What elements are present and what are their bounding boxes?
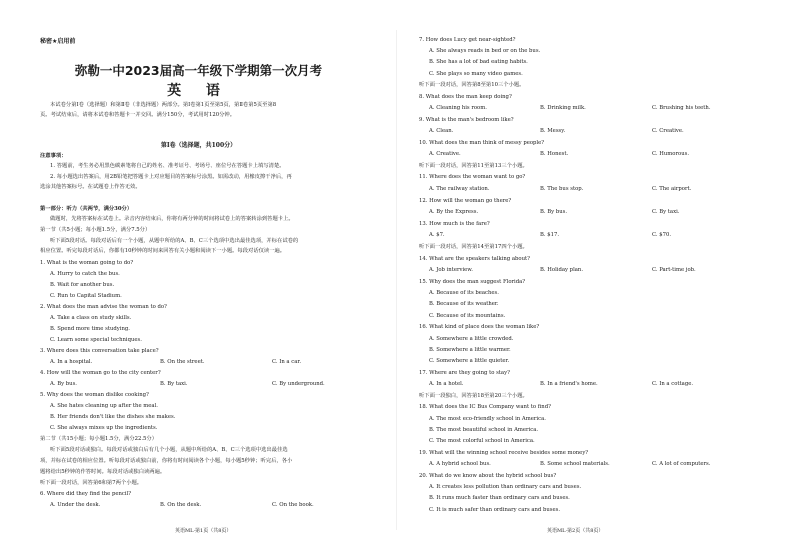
section-desc: 听下面5段对话或独白。每段对话或独白后有几个小题，从题中所给的A、B、C三个选项中选出最佳选	[50, 447, 288, 453]
option: B. On the desk.	[160, 502, 202, 508]
option: C. The most colorful school in America.	[429, 438, 535, 444]
section-heading: 第二节（共15小题；每小题1.5分，满分22.5分）	[40, 436, 158, 442]
option: C. Humorous.	[652, 151, 690, 157]
question: 17. Where are they going to stay?	[419, 370, 510, 376]
section-desc: 听下面一段对话，回答第6和第7两个小题。	[40, 480, 143, 486]
option: B. Drinking milk.	[540, 105, 586, 111]
instruction: 听下面一段独白，回答第18至第20三个小题。	[419, 393, 528, 399]
option: B. Her friends don't like the dishes she makes.	[50, 414, 176, 420]
question: 8. What does the man keep doing?	[419, 94, 512, 100]
question: 9. What is the man's bedroom like?	[419, 117, 514, 123]
question: 14. What are the speakers talking about?	[419, 256, 530, 262]
option: B. By taxi.	[160, 381, 188, 387]
question: 16. What kind of place does the woman like?	[419, 324, 540, 330]
option: A. Cleaning his room.	[429, 105, 487, 111]
option: C. By taxi.	[652, 209, 680, 215]
option: C. Brushing his teeth.	[652, 105, 711, 111]
option: C. Because of its mountains.	[429, 313, 506, 319]
option: B. Wait for another bus.	[50, 282, 115, 288]
question: 1. What is the woman going to do?	[40, 260, 134, 266]
section-heading: 第一节（共5小题；每小题1.5分，满分7.5分）	[40, 227, 151, 233]
option: C. Part-time job.	[652, 267, 696, 273]
option: A. She hates cleaning up after the meal.	[50, 403, 158, 409]
question: 11. Where does the woman want to go?	[419, 174, 526, 180]
section-title: 第Ⅰ卷（选择题，共100分）	[160, 142, 237, 149]
page-right	[397, 0, 794, 544]
option: A. $7.	[429, 232, 445, 238]
option: C. Somewhere a little quieter.	[429, 358, 510, 364]
option: C. Creative.	[652, 128, 684, 134]
option: B. On the street.	[160, 359, 205, 365]
option: A. Under the desk.	[50, 502, 101, 508]
question: 3. Where does this conversation take place?	[40, 348, 159, 354]
option: C. It is much safer than ordinary cars and buses.	[429, 507, 561, 513]
instruction: 听下面一段对话，回答第14至第17四个小题。	[419, 244, 528, 250]
option: C. On the book.	[272, 502, 314, 508]
page-footer: 英语ML·第1页（共8页）	[175, 528, 232, 534]
option: C. In a car.	[272, 359, 302, 365]
option: A. A hybrid school bus.	[429, 461, 491, 467]
option: B. Spend more time studying.	[50, 326, 130, 332]
option: C. She always mixes up the ingredients.	[50, 425, 158, 431]
option: B. Some school materials.	[540, 461, 610, 467]
option: A. Creative.	[429, 151, 461, 157]
option: B. Because of its weather.	[429, 301, 499, 307]
instruction: 听下面一段对话，回答第8至第10三个小题。	[419, 82, 525, 88]
instruction: 听下面一段对话，回答第11至第13三个小题。	[419, 163, 528, 169]
notes-title: 注意事项：	[40, 153, 67, 159]
option: A. In a hotel.	[429, 381, 464, 387]
option: A. Take a class on study skills.	[50, 315, 132, 321]
option: B. Somewhere a little warmer.	[429, 347, 511, 353]
option: A. She always reads in bed or on the bus.	[429, 48, 541, 54]
part-desc: 做题时，先将答案标在试卷上。录音内容结束后，你将有两分钟的时间将试卷上的答案转涂到答题卡上。	[50, 216, 294, 222]
option: A. In a hospital.	[50, 359, 93, 365]
note-line: 2. 每小题选出答案后，用2B铅笔把答题卡上对应题目的答案标号涂黑。如需改动，用橡皮擦干净后，再	[50, 174, 292, 180]
option: B. Holiday plan.	[540, 267, 584, 273]
option: A. Because of its beaches.	[429, 290, 499, 296]
question: 4. How will the woman go to the city center?	[40, 370, 161, 376]
option: C. She plays so many video games.	[429, 71, 523, 77]
question: 20. What do we know about the hybrid school bus?	[419, 473, 557, 479]
option: B. Honest.	[540, 151, 569, 157]
question: 12. How will the woman go there?	[419, 198, 512, 204]
note-line: 1. 答题前，考生务必用黑色碳素笔将自己的姓名、准考证号、考场号、座位号在答题卡上填写清楚。	[50, 163, 285, 169]
option: B. She has a lot of bad eating habits.	[429, 59, 528, 65]
option: A. The most eco-friendly school in America.	[429, 416, 546, 422]
option: A. It creates less pollution than ordinary cars and buses.	[429, 484, 582, 490]
section-desc: 听下面5段对话。每段对话后有一个小题，从题中所给的A、B、C三个选项中选出最佳选项，并标在试卷的	[50, 238, 299, 244]
option: A. The railway station.	[429, 186, 490, 192]
note-line: 选涂其他答案标号。在试题卷上作答无效。	[40, 184, 141, 190]
question: 5. Why does the woman dislike cooking?	[40, 392, 149, 398]
intro-line: 页。考试结束后，请将本试卷和答题卡一并交回。满分150分，考试用时120分钟。	[40, 112, 236, 118]
option: A. Clean.	[429, 128, 454, 134]
option: C. Run to Capital Stadium.	[50, 293, 122, 299]
section-desc: 项，并标在试卷的相应位置。听每段对话或独白前，你将有时间阅读各个小题，每小题5秒钟；听完后，各小	[40, 458, 293, 464]
option: A. Somewhere a little crowded.	[429, 336, 514, 342]
option: A. Hurry to catch the bus.	[50, 271, 120, 277]
option: B. Messy.	[540, 128, 566, 134]
page-footer: 英语ML·第2页（共8页）	[547, 528, 604, 534]
option: B. The bus stop.	[540, 186, 584, 192]
option: A. Job interview.	[429, 267, 473, 273]
option: B. It runs much faster than ordinary cars and buses.	[429, 495, 570, 501]
option: A. By bus.	[50, 381, 77, 387]
part-title: 第一部分：听力（共两节，满分30分）	[40, 206, 133, 212]
question: 18. What does the IC Bus Company want to find?	[419, 404, 551, 410]
option: B. By bus.	[540, 209, 568, 215]
option: B. $17.	[540, 232, 560, 238]
intro-line: 本试卷分第Ⅰ卷（选择题）和第Ⅱ卷（非选择题）两部分。第Ⅰ卷第1页至第5页，第Ⅱ卷第5页至第8	[50, 102, 277, 108]
exam-title: 弥勒一中2023届高一年级下学期第一次月考	[74, 63, 323, 78]
question: 10. What does the man think of messy people?	[419, 140, 545, 146]
option: C. $70.	[652, 232, 672, 238]
question: 2. What does the man advise the woman to do?	[40, 304, 167, 310]
question: 13. How much is the fare?	[419, 221, 490, 227]
option: C. Learn some special techniques.	[50, 337, 142, 343]
section-desc: 题将给出5秒钟的作答时间。每段对话或独白读两遍。	[40, 469, 166, 475]
option: B. In a friend's home.	[540, 381, 598, 387]
section-desc: 相应位置。听完每段对话后，你都有10秒钟的时间来回答有关小题和阅读下一小题。每段对话仅读一遍。	[40, 248, 286, 254]
question: 15. Why does the man suggest Florida?	[419, 279, 526, 285]
option: B. The most beautiful school in America.	[429, 427, 539, 433]
option: C. A lot of computers.	[652, 461, 711, 467]
question: 19. What will the winning school receive besides some money?	[419, 450, 589, 456]
option: C. By underground.	[272, 381, 325, 387]
subject-title: 英 语	[167, 83, 230, 99]
option: A. By the Express.	[429, 209, 479, 215]
question: 6. Where did they find the pencil?	[40, 491, 132, 497]
option: C. In a cottage.	[652, 381, 694, 387]
question: 7. How does Lucy get near-sighted?	[419, 37, 516, 43]
option: C. The airport.	[652, 186, 692, 192]
confidential-label: 秘密★启用前	[40, 38, 76, 45]
